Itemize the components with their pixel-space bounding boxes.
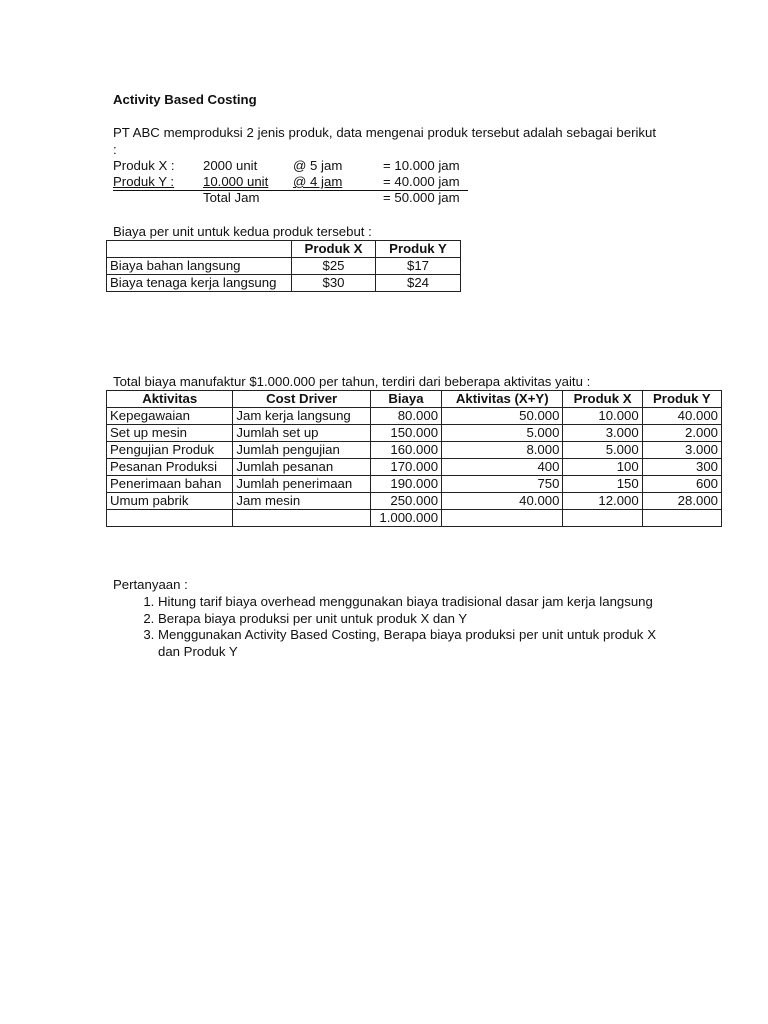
table-row	[107, 425, 722, 442]
table-row	[107, 493, 722, 510]
table-cell: Pengujian Produk	[107, 442, 233, 459]
table-cell: Jumlah penerimaan	[233, 476, 370, 493]
production-total-line	[113, 190, 473, 206]
production-line-y	[113, 174, 473, 190]
table-cell: Jumlah pesanan	[233, 459, 370, 476]
table-cell: 150.000	[370, 425, 441, 442]
table-cell: 600	[642, 476, 721, 493]
table-cell: Jumlah pengujian	[233, 442, 370, 459]
table-cell: Biaya tenaga kerja langsung	[107, 275, 292, 292]
table-cell: 100	[563, 459, 642, 476]
production-units: 2000 unit	[203, 158, 258, 173]
activity-caption: Total biaya manufaktur $1.000.000 per tahun, terdiri dari beberapa aktivitas yaitu :	[113, 374, 591, 389]
table-header: Produk Y	[376, 241, 461, 258]
table-cell: 400	[442, 459, 563, 476]
table-cell: 40.000	[642, 408, 721, 425]
total-biaya-cell: 1.000.000	[370, 510, 441, 527]
document-title: Activity Based Costing	[113, 92, 257, 107]
table-cell: Jam kerja langsung	[233, 408, 370, 425]
table-row	[107, 275, 461, 292]
table-cell: $24	[376, 275, 461, 292]
table-header: Produk X	[563, 391, 642, 408]
total-label: Total Jam	[203, 190, 260, 205]
production-line-x	[113, 158, 473, 174]
table-cell: 50.000	[442, 408, 563, 425]
production-total: = 10.000 jam	[383, 158, 460, 173]
table-header-row	[107, 241, 461, 258]
table-header: Produk X	[292, 241, 376, 258]
table-cell: 12.000	[563, 493, 642, 510]
table-cell: $30	[292, 275, 376, 292]
table-row	[107, 459, 722, 476]
table-cell: 40.000	[442, 493, 563, 510]
table-cell: 3.000	[563, 425, 642, 442]
table-cell: 170.000	[370, 459, 441, 476]
production-label: Produk Y :	[113, 174, 175, 189]
table-cell: Set up mesin	[107, 425, 233, 442]
table-cell: 10.000	[563, 408, 642, 425]
table-cell	[563, 510, 642, 527]
table-header: Produk Y	[642, 391, 721, 408]
question-item: 3. Menggunakan Activity Based Costing, Berapa biaya produksi per unit untuk produk X dan Produk Y	[158, 627, 656, 660]
table-cell	[233, 510, 370, 527]
table-header: Cost Driver	[233, 391, 370, 408]
question-item: 2. Berapa biaya produksi per unit untuk produk X dan Y	[158, 611, 656, 628]
table-header: Aktivitas	[107, 391, 233, 408]
table-cell: 2.000	[642, 425, 721, 442]
table-cell: Penerimaan bahan	[107, 476, 233, 493]
table-cell: 28.000	[642, 493, 721, 510]
table-cell: 750	[442, 476, 563, 493]
table-cell: 5.000	[442, 425, 563, 442]
table-cell	[642, 510, 721, 527]
table-header	[107, 241, 292, 258]
production-total: = 40.000 jam	[383, 174, 460, 189]
unit-cost-table	[106, 240, 461, 292]
table-cell: 80.000	[370, 408, 441, 425]
table-cell: 160.000	[370, 442, 441, 459]
table-cell	[107, 510, 233, 527]
table-cell: Biaya bahan langsung	[107, 258, 292, 275]
table-cell: 150	[563, 476, 642, 493]
table-cell: Kepegawaian	[107, 408, 233, 425]
table-total-row	[107, 510, 722, 527]
table-cell: Jam mesin	[233, 493, 370, 510]
production-units: 10.000 unit	[203, 174, 269, 189]
table-row	[107, 408, 722, 425]
table-cell: 300	[642, 459, 721, 476]
table-cell: 250.000	[370, 493, 441, 510]
table-cell: 190.000	[370, 476, 441, 493]
question-item: 1. Hitung tarif biaya overhead menggunakan biaya tradisional dasar jam kerja langsung	[158, 594, 656, 611]
table-cell: $17	[376, 258, 461, 275]
production-label: Produk X :	[113, 158, 175, 173]
table-cell: Umum pabrik	[107, 493, 233, 510]
table-cell: 3.000	[642, 442, 721, 459]
table-cell: Jumlah set up	[233, 425, 370, 442]
production-rate: @ 5 jam	[293, 158, 343, 173]
table-row	[107, 258, 461, 275]
table-cell	[442, 510, 563, 527]
unit-cost-caption: Biaya per unit untuk kedua produk tersebut :	[113, 224, 372, 239]
table-cell: 8.000	[442, 442, 563, 459]
total-value: = 50.000 jam	[383, 190, 460, 205]
table-header: Aktivitas (X+Y)	[442, 391, 563, 408]
table-row	[107, 442, 722, 459]
questions-title: Pertanyaan :	[113, 577, 188, 592]
table-cell: 5.000	[563, 442, 642, 459]
table-header-row	[107, 391, 722, 408]
questions-list	[113, 594, 656, 660]
production-rate: @ 4 jam	[293, 174, 343, 189]
intro-paragraph: PT ABC memproduksi 2 jenis produk, data mengenai produk tersebut adalah sebagai berikut :	[113, 125, 656, 157]
table-header: Biaya	[370, 391, 441, 408]
table-cell: Pesanan Produksi	[107, 459, 233, 476]
table-cell: $25	[292, 258, 376, 275]
table-row	[107, 476, 722, 493]
activity-table	[106, 390, 722, 527]
